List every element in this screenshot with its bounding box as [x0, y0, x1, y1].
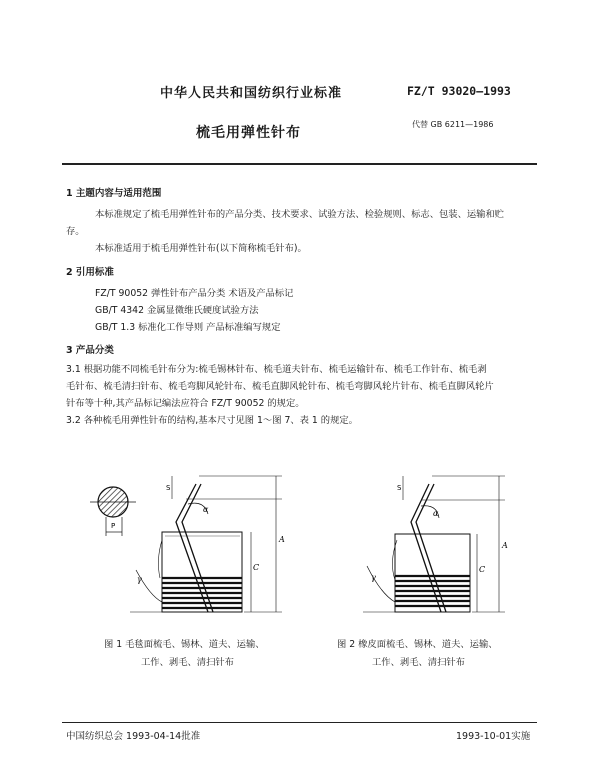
label-C: C	[479, 565, 486, 574]
section-1-line: 存。	[66, 226, 85, 237]
label-S: S	[166, 484, 171, 492]
figure-1-caption: 图 1 毛毯面梳毛、锡林、道夫、运输、	[104, 639, 265, 650]
figure-2-caption: 工作、剥毛、清扫针布	[372, 657, 465, 668]
document-title: 梳毛用弹性针布	[196, 125, 301, 141]
figure-2-diagram	[345, 470, 515, 630]
label-gamma: γ	[137, 575, 142, 584]
footer-rule	[62, 722, 537, 723]
foundation-layers	[392, 534, 470, 612]
reference-item: FZ/T 90052 弹性针布产品分类 术语及产品标记	[95, 288, 294, 299]
section-3-line: 毛针布、梳毛清扫针布、梳毛弯脚风轮针布、梳毛直脚风轮针布、梳毛弯脚风轮片针布、梳毛直脚风轮片	[66, 381, 494, 392]
figure-1-diagram	[90, 470, 295, 630]
foundation-layers	[158, 532, 242, 612]
replaces-standard: 代替 GB 6211—1986	[412, 120, 494, 129]
section-2-heading: 2 引用标准	[66, 267, 114, 278]
label-A: A	[502, 541, 508, 550]
label-S: S	[397, 484, 402, 492]
issuing-body: 中华人民共和国纺织行业标准	[160, 86, 343, 101]
figure-2-caption: 图 2 橡皮面梳毛、锡林、道夫、运输、	[337, 639, 498, 650]
label-alpha: α	[433, 509, 439, 518]
section-3-line: 3.2 各种梳毛用弹性针布的结构,基本尺寸见图 1～图 7、表 1 的规定。	[66, 415, 358, 426]
section-1-line: 本标准适用于梳毛用弹性针布(以下简称梳毛针布)。	[95, 243, 307, 254]
label-P: P	[111, 522, 116, 530]
section-3-heading: 3 产品分类	[66, 345, 114, 356]
label-A: A	[279, 535, 285, 544]
approval-date: 中国纺织总会 1993-04-14批准	[66, 731, 201, 742]
section-1-heading: 1 主题内容与适用范围	[66, 188, 162, 199]
reference-item: GB/T 1.3 标准化工作导则 产品标准编写规定	[95, 322, 281, 333]
figure-1-caption: 工作、剥毛、清扫针布	[141, 657, 234, 668]
reference-item: GB/T 4342 金属显微维氏硬度试验方法	[95, 305, 259, 316]
standard-code: FZ/T 93020—1993	[407, 84, 511, 98]
label-C: C	[253, 563, 260, 572]
label-alpha: α	[203, 505, 209, 514]
section-1-line: 本标准规定了梳毛用弹性针布的产品分类、技术要求、试验方法、检验规则、标志、包装、运输和贮	[95, 209, 505, 220]
label-gamma: γ	[371, 573, 376, 582]
effective-date: 1993-10-01实施	[456, 731, 531, 742]
section-3-line: 3.1 根据功能不同梳毛针布分为:梳毛锡林针布、梳毛道夫针布、梳毛运输针布、梳毛工作针布、梳毛剥	[66, 364, 487, 375]
section-3-line: 针布等十种,其产品标记编法应符合 FZ/T 90052 的规定。	[66, 398, 305, 409]
header-rule	[62, 163, 537, 165]
